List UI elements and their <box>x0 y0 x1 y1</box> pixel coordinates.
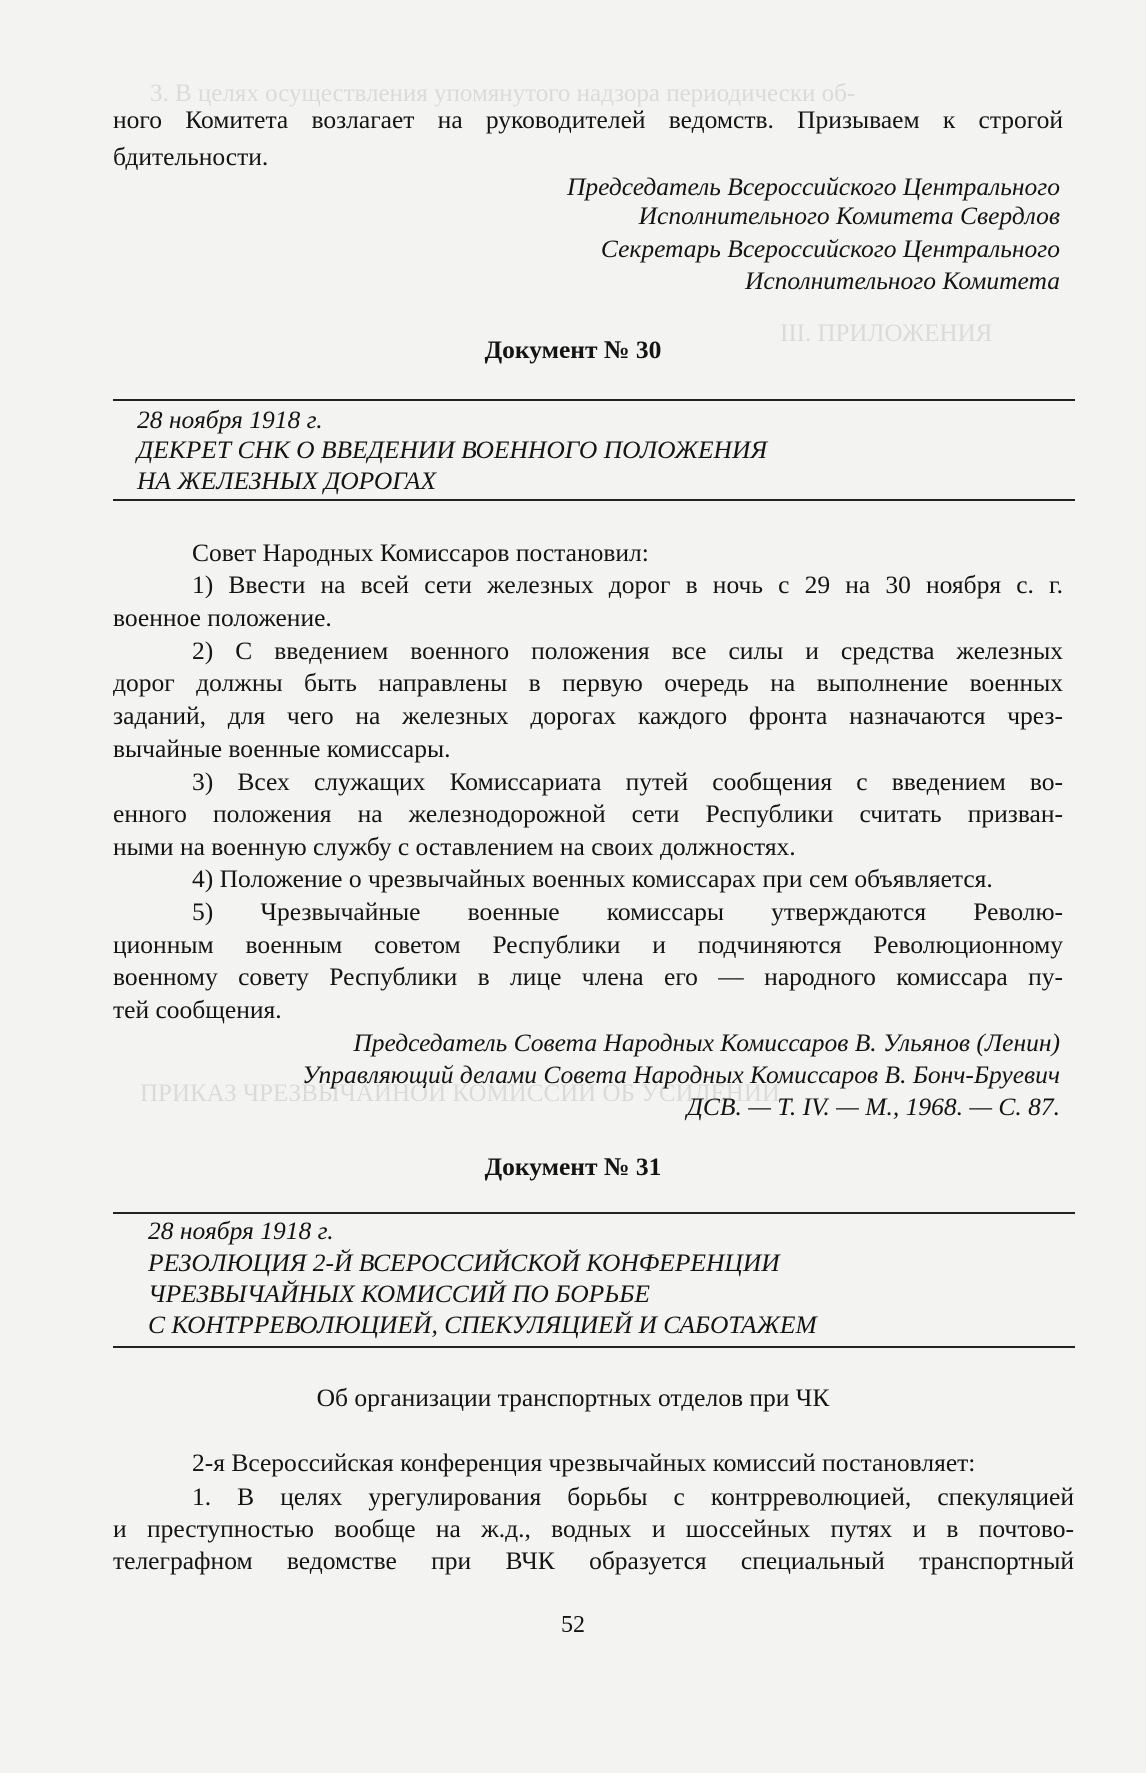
intro-signature-3: Секретарь Всероссийского Центрального <box>600 234 1060 263</box>
doc30-p5-line-2: ционным военным советом Республики и подчиняются Революционному <box>113 930 1063 959</box>
doc31-p1-line-3: телеграфном ведомстве при ВЧК образуется специальный транспортный <box>113 1546 1074 1575</box>
doc30-p2-line-4: вычайные военные комиссары. <box>113 734 451 763</box>
bleed-through-text: III. ПРИЛОЖЕНИЯ <box>780 320 993 347</box>
doc31-date: 28 ноября 1918 г. <box>148 1216 334 1245</box>
intro-line-1: ного Комитета возлагает на руководителей ведомств. Призываем к строгой <box>113 105 1063 134</box>
doc30-signature-1: Председатель Совета Народных Комиссаров В. Ульянов (Ленин) <box>353 1028 1060 1057</box>
bleed-through-text: ПРИКАЗ ЧРЕЗВЫЧАЙНОЙ КОМИССИИ ОБ УСИЛЕНИИ <box>140 1080 780 1107</box>
doc31-p1-line-1: 1. В целях урегулирования борьбы с контрреволюцией, спекуляцией <box>192 1482 1074 1511</box>
doc30-p3-line-1: 3) Всех служащих Комиссариата путей сообщения с введением во- <box>192 767 1063 796</box>
doc30-source: ДСВ. — Т. IV. — М., 1968. — С. 87. <box>686 1092 1060 1121</box>
doc31-title-3: С КОНТРРЕВОЛЮЦИЕЙ, СПЕКУЛЯЦИЕЙ И САБОТАЖЕМ <box>148 1310 817 1339</box>
doc31-rule-top <box>113 1212 1075 1214</box>
doc30-opening: Совет Народных Комиссаров постановил: <box>192 538 649 567</box>
bleed-through-text: 3. В целях осуществления упомянутого надзора периодически об- <box>150 80 856 107</box>
doc30-p3-line-3: ными на военную службу с оставлением на своих должностях. <box>113 832 796 861</box>
doc31-p1-line-2: и преступностью вообще на ж.д., водных и шоссейных путях и в почтово- <box>113 1514 1074 1543</box>
intro-signature-4: Исполнительного Комитета <box>744 266 1060 295</box>
page-number: 52 <box>561 1612 585 1638</box>
doc30-p1-line-2: военное положение. <box>113 603 332 632</box>
intro-signature-1: Председатель Всероссийского Центрального <box>567 172 1060 201</box>
doc30-p2-line-2: дорог должны быть направлены в первую очередь на выполнение военных <box>113 668 1063 697</box>
doc30-p3-line-2: енного положения на железнодорожной сети Республики считать призван- <box>113 799 1063 828</box>
doc30-p5-line-3: военному совету Республики в лице члена его — народного комиссара пу- <box>113 962 1063 991</box>
doc30-heading: Документ № 30 <box>484 335 662 364</box>
doc30-p4: 4) Положение о чрезвычайных военных комиссарах при сем объявляется. <box>192 864 993 893</box>
doc30-title-1: ДЕКРЕТ СНК О ВВЕДЕНИИ ВОЕННОГО ПОЛОЖЕНИЯ <box>137 435 768 464</box>
doc30-p5-line-4: тей сообщения. <box>113 995 282 1024</box>
doc30-title-2: НА ЖЕЛЕЗНЫХ ДОРОГАХ <box>137 466 437 495</box>
doc30-p5-line-1: 5) Чрезвычайные военные комиссары утверждаются Револю- <box>192 897 1063 926</box>
doc30-date: 28 ноября 1918 г. <box>137 405 323 434</box>
doc30-rule-top <box>113 399 1075 401</box>
doc30-rule-bottom <box>113 499 1075 501</box>
doc31-heading: Документ № 31 <box>484 1152 662 1181</box>
intro-line-2: бдительности. <box>113 142 269 171</box>
intro-signature-2: Исполнительного Комитета Свердлов <box>638 201 1060 230</box>
doc31-rule-bottom <box>113 1346 1075 1348</box>
doc30-p2-line-3: заданий, для чего на железных дорогах каждого фронта назначаются чрез- <box>113 701 1063 730</box>
doc31-subtitle: Об организации транспортных отделов при ЧК <box>316 1383 830 1412</box>
doc31-title-1: РЕЗОЛЮЦИЯ 2-Й ВСЕРОССИЙСКОЙ КОНФЕРЕНЦИИ <box>148 1248 780 1277</box>
doc31-opening: 2-я Всероссийская конференция чрезвычайных комиссий постановляет: <box>192 1448 976 1477</box>
doc30-signature-2: Управляющий делами Совета Народных Комиссаров В. Бонч-Бруевич <box>302 1060 1060 1089</box>
doc30-p1-line-1: 1) Ввести на всей сети железных дорог в ночь с 29 на 30 ноября с. г. <box>192 570 1063 599</box>
doc31-title-2: ЧРЕЗВЫЧАЙНЫХ КОМИССИЙ ПО БОРЬБЕ <box>148 1279 650 1308</box>
doc30-p2-line-1: 2) С введением военного положения все силы и средства железных <box>192 636 1063 665</box>
